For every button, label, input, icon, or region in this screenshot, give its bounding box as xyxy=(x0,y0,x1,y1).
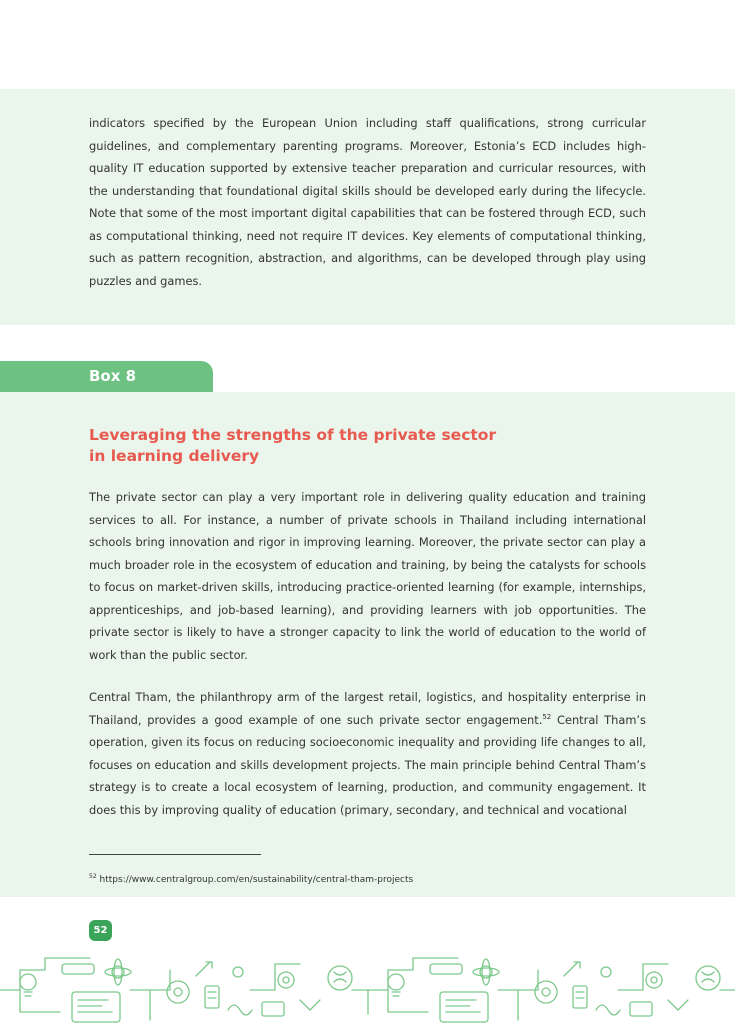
monitor-icon xyxy=(72,992,120,1022)
bulb-icon xyxy=(20,974,36,990)
box-paragraph-2-start: Central Tham, the philanthropy arm of the largest retail, logistics, and hospitality enterprise in Thailand, provides a good example of one such private sector engagement. xyxy=(89,690,646,727)
box-paragraph-1: The private sector can play a very important role in delivering quality education and training services to all. For instance, a number of private schools in Thailand including international schools bring innovation and rigor in improving learning. Moreover, the private sector can play a much broader role in the ecosystem of education and training, by being the catalysts for schools to focus on market-driven skills, introducing practice-oriented learning (for example, internships, apprenticeships, and job-based learning), and providing learners with job opportunities. The private sector is likely to have a stronger capacity to link the world of education to the world of work than the public sector. xyxy=(89,490,646,662)
box-paragraph-2 xyxy=(89,686,646,821)
footnote-reference[interactable]: 52 xyxy=(542,712,552,721)
footnote-divider xyxy=(89,854,261,855)
gear-icon xyxy=(278,972,294,988)
box-icon xyxy=(262,1002,284,1016)
footnote-link[interactable]: https://www.centralgroup.com/en/sustainability/central-tham-projects xyxy=(96,875,414,885)
battery-icon xyxy=(62,964,94,974)
brain-icon xyxy=(328,966,352,990)
book-icon xyxy=(205,986,219,1008)
footnote-number: 52 xyxy=(89,873,97,880)
box-label: Box 8 xyxy=(89,367,137,385)
rocket-icon xyxy=(196,962,212,976)
footnote xyxy=(89,873,413,885)
education-doodle-border xyxy=(0,950,735,1024)
target-icon xyxy=(167,981,189,1003)
box-paragraph-2-end: Central Tham’s operation, given its focus on reducing socioeconomic inequality and providing life changes to all, focuses on education and skills development projects. The main principle behind Central Tham’s strategy is to create a local ecosystem of learning, production, and community engagement. It does this by improving quality of education (primary, secondary, and technical and vocational xyxy=(89,712,646,817)
box-title: Leveraging the strengths of the private sector in learning delivery xyxy=(89,426,497,465)
intro-paragraph: indicators specified by the European Union including staff qualifications, strong curricular guidelines, and complementary parenting programs. Moreover, Estonia’s ECD includes high-quality IT education supported by extensive teacher preparation and curricular resources, with the understanding that foundational digital skills should be developed early during the lifecycle. Note that some of the most important digital capabilities that can be fostered through ECD, such as computational thinking, need not require IT devices. Key elements of computational thinking, such as pattern recognition, abstraction, and algorithms, can be developed through play using puzzles and games. xyxy=(89,116,646,288)
dna-icon xyxy=(228,1005,252,1015)
gear-small-icon xyxy=(233,967,243,977)
page-number-badge: 52 xyxy=(89,920,112,941)
